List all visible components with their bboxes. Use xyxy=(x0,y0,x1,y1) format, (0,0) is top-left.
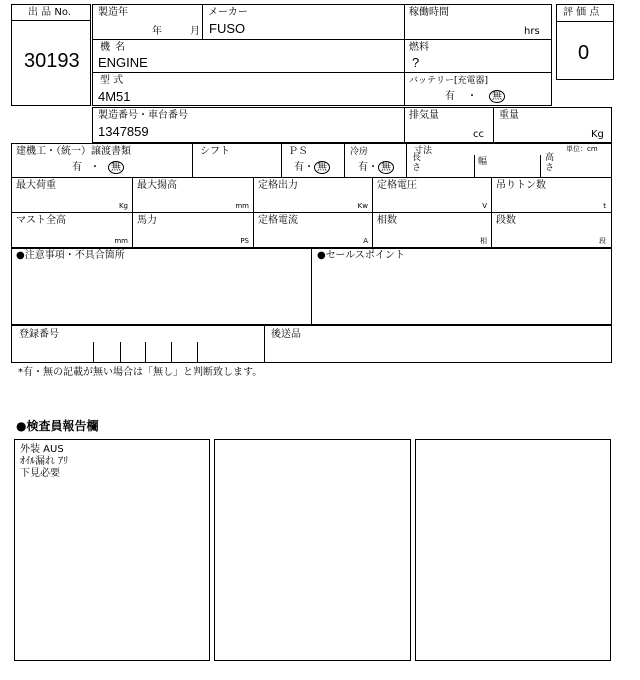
notes-label: ●注意事項・不具合箇所 xyxy=(16,250,125,261)
model-value: ENGINE xyxy=(98,55,148,70)
cooler-yes: 有 xyxy=(358,162,368,173)
ps-yes: 有 xyxy=(294,162,304,173)
battery-choice xyxy=(445,90,505,103)
row-a-label-2: 定格出力 xyxy=(258,180,298,191)
dims-height: 高 さ xyxy=(545,153,555,173)
row-a-unit-1: mm xyxy=(235,202,249,210)
reg-label: 登録番号 xyxy=(19,329,59,340)
weight-label: 重量 xyxy=(499,110,519,121)
ps-no: 無 xyxy=(314,161,330,174)
row-a-unit-2: Kw xyxy=(357,202,368,210)
battery-no: 無 xyxy=(489,90,505,103)
kenki-label: 建機工・（統一）譲渡書類 xyxy=(16,146,131,157)
row-b-unit-1: PS xyxy=(240,237,249,245)
fuel-label: 燃料 xyxy=(409,42,429,53)
year-tsuki: 月 xyxy=(190,26,200,37)
row-a-unit-3: V xyxy=(482,202,487,210)
lot-number: 30193 xyxy=(24,50,80,72)
row-b-label-2: 定格電流 xyxy=(258,215,298,226)
serial-value: 1347859 xyxy=(98,124,149,139)
battery-yes: 有 xyxy=(445,91,455,102)
inspector-box-2 xyxy=(214,439,411,661)
cooler-no: 無 xyxy=(378,161,394,174)
kenki-dot: ・ xyxy=(90,162,100,173)
type-label: 型 式 xyxy=(100,75,124,86)
displacement-unit: cc xyxy=(473,129,484,140)
row-b-unit-3: 相 xyxy=(480,237,487,245)
battery-label: バッテリー[充電器] xyxy=(409,76,489,86)
spec-grid xyxy=(11,143,612,248)
hours-label: 稼働時間 xyxy=(409,7,449,18)
inspector-box-3 xyxy=(415,439,611,661)
cooler-choice xyxy=(358,161,394,174)
maker-label: メーカー xyxy=(208,7,248,18)
sales-label: ●セールスポイント xyxy=(317,250,405,261)
row-a-unit-4: t xyxy=(603,202,606,210)
type-value: 4M51 xyxy=(98,89,131,104)
fuel-value: ? xyxy=(412,55,420,70)
row-b-label-3: 相数 xyxy=(377,215,397,226)
row-b-unit-4: 段 xyxy=(599,237,606,245)
cooler-dot: ・ xyxy=(368,162,378,173)
maker-value: FUSO xyxy=(209,21,246,36)
dims-label: 寸法 xyxy=(414,146,433,156)
kenki-yes: 有 xyxy=(72,162,82,173)
grade-label: 評 価 点 xyxy=(563,7,600,18)
row-a-unit-0: Kg xyxy=(118,202,128,210)
row-a-label-1: 最大揚高 xyxy=(137,180,177,191)
shift-label: シフト xyxy=(200,146,230,157)
year-label: 製造年 xyxy=(98,7,128,18)
row-a-label-4: 吊りトン数 xyxy=(496,180,546,191)
battery-dot: ・ xyxy=(467,91,477,102)
year-nen: 年 xyxy=(152,26,162,37)
row-b-label-4: 段数 xyxy=(496,215,516,226)
weight-unit: Kg xyxy=(591,129,604,140)
row-a-label-3: 定格電圧 xyxy=(377,180,417,191)
lot-label: 出 品 No. xyxy=(28,7,71,18)
row-b-label-1: 馬力 xyxy=(137,215,157,226)
row-b-unit-2: A xyxy=(363,237,368,245)
cooler-label: 冷房 xyxy=(350,147,369,157)
model-label: 機 名 xyxy=(100,42,127,53)
inspector-heading: ●検査員報告欄 xyxy=(16,419,99,433)
kenki-no: 無 xyxy=(108,161,124,174)
grade-value: 0 xyxy=(578,42,590,64)
row-b-unit-0: mm xyxy=(114,237,128,245)
ps-choice xyxy=(294,161,330,174)
dims-unit-note: 単位：cm xyxy=(566,145,598,153)
ps-label: ＰＳ xyxy=(288,146,308,157)
displacement-label: 排気量 xyxy=(409,110,439,121)
ps-dot: ・ xyxy=(304,162,314,173)
dims-width: 幅 xyxy=(478,157,488,167)
inspector-report: 外装 AUS ｵｲﾙ漏れ ｱﾘ 下見必要 xyxy=(20,444,69,479)
serial-label: 製造番号・車台番号 xyxy=(98,110,188,121)
row-a-label-0: 最大荷重 xyxy=(16,180,56,191)
accessory-label: 後送品 xyxy=(271,329,301,340)
footnote: *有・無の記載が無い場合は「無し」と判断致します。 xyxy=(18,367,263,378)
row-b-label-0: マスト全高 xyxy=(16,215,66,226)
registration-box xyxy=(11,325,612,363)
dims-length: 長 さ xyxy=(412,153,422,173)
hours-unit: hrs xyxy=(524,26,540,37)
kenki-choice xyxy=(72,161,124,174)
